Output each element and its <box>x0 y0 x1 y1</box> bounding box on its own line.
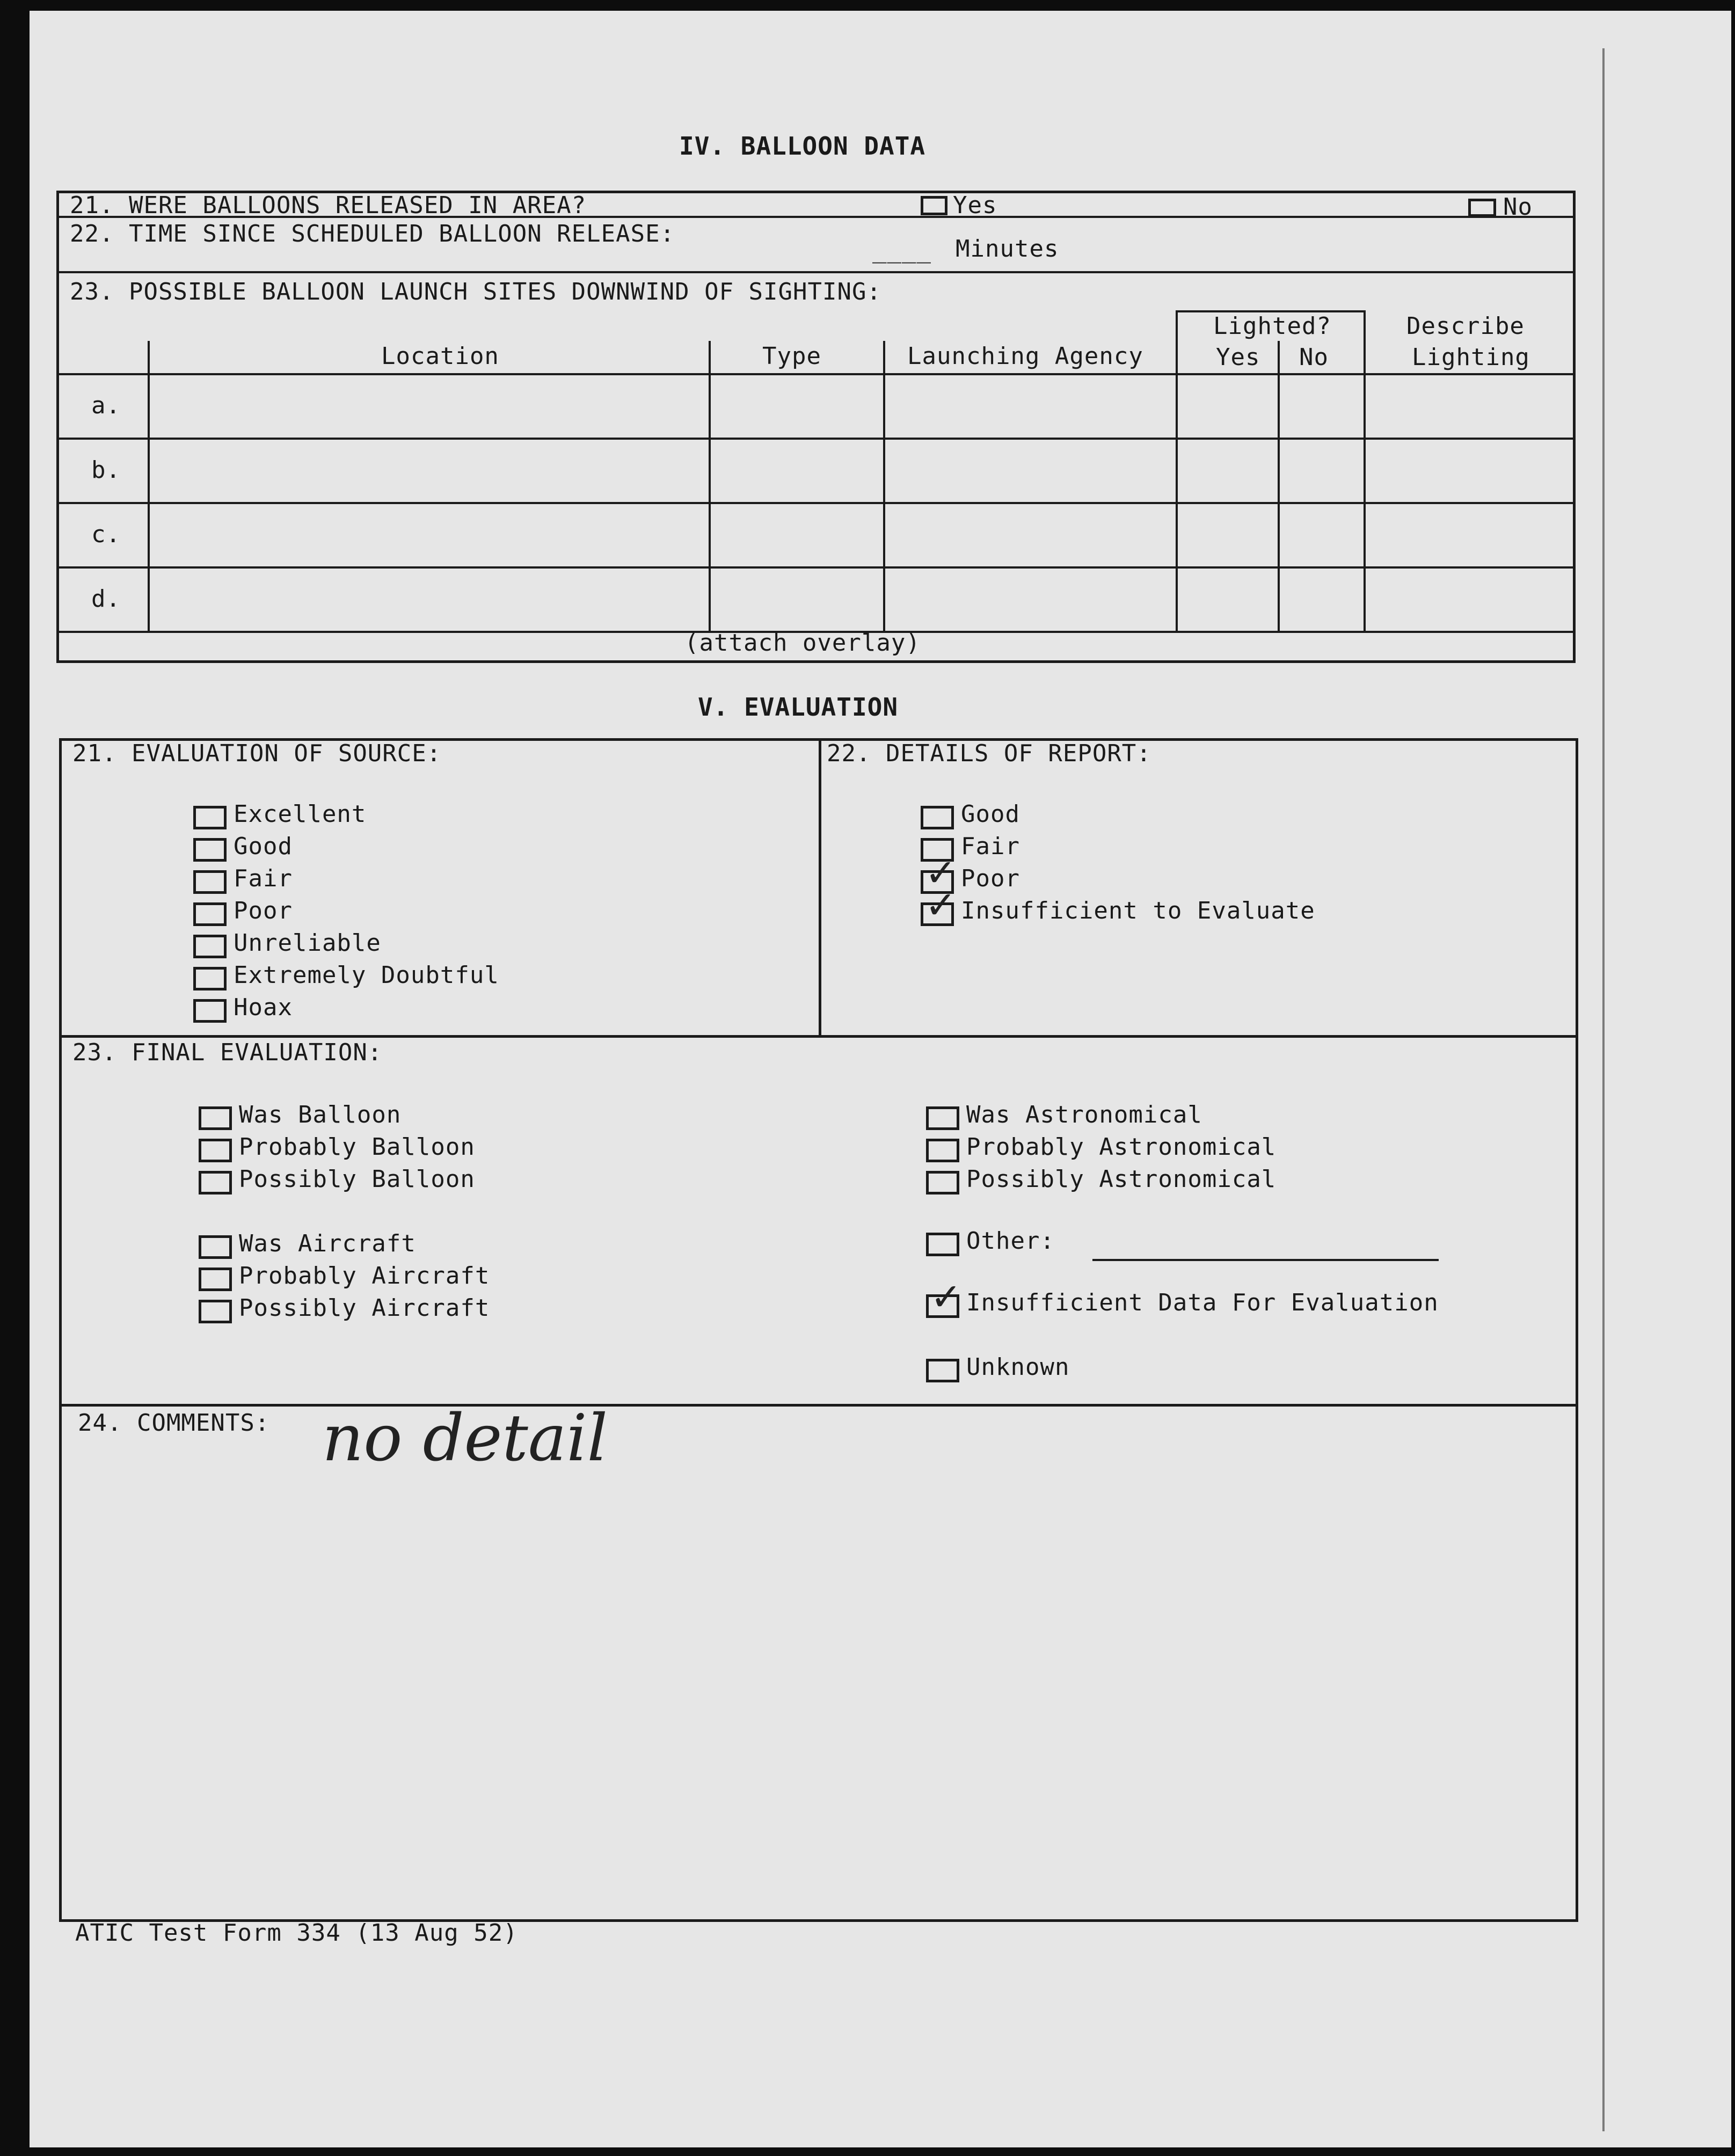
paper-fold-line <box>1602 48 1605 2131</box>
details-insufficient-to-evaluate-label: Insufficient to Evaluate <box>961 897 1315 924</box>
col-location: Location <box>381 343 499 370</box>
final-was-aircraft-label: Was Aircraft <box>239 1230 416 1257</box>
final-insufficient-data-for-evaluation-checkmark: ✓ <box>930 1275 962 1319</box>
final-unknown-label: Unknown <box>966 1353 1070 1381</box>
final-was-balloon-checkbox[interactable] <box>199 1106 232 1130</box>
final-was-astronomical-label: Was Astronomical <box>966 1101 1202 1128</box>
q21-yes-label: Yes <box>953 192 997 219</box>
col-describe: Describe <box>1406 312 1525 340</box>
final-possibly-balloon-checkbox[interactable] <box>199 1171 232 1194</box>
col-type: Type <box>762 343 821 370</box>
source-label: 21. EVALUATION OF SOURCE: <box>72 740 442 767</box>
source-good-checkbox[interactable] <box>193 838 227 862</box>
final-possibly-astronomical-label: Possibly Astronomical <box>966 1166 1277 1193</box>
source-poor-checkbox[interactable] <box>193 902 227 926</box>
final-probably-astronomical-label: Probably Astronomical <box>966 1133 1277 1161</box>
final-possibly-aircraft-label: Possibly Aircraft <box>239 1294 490 1322</box>
final-probably-aircraft-label: Probably Aircraft <box>239 1262 490 1290</box>
q21-yes-checkbox[interactable] <box>921 196 947 215</box>
col-lighting: Lighting <box>1412 344 1530 371</box>
source-hoax-label: Hoax <box>234 994 293 1021</box>
source-extremely-doubtful-checkbox[interactable] <box>193 967 227 990</box>
source-excellent-label: Excellent <box>234 800 367 828</box>
handwritten-comment: no detail <box>322 1401 608 1476</box>
source-extremely-doubtful-label: Extremely Doubtful <box>234 962 499 989</box>
final-label: 23. FINAL EVALUATION: <box>72 1039 383 1066</box>
col-agency: Launching Agency <box>907 343 1143 370</box>
details-good-label: Good <box>961 800 1020 828</box>
final-probably-balloon-label: Probably Balloon <box>239 1133 475 1161</box>
row-a-label: a. <box>91 392 121 419</box>
details-good-checkbox[interactable] <box>921 806 954 829</box>
final-probably-balloon-checkbox[interactable] <box>199 1139 232 1162</box>
source-fair-label: Fair <box>234 865 293 892</box>
source-excellent-checkbox[interactable] <box>193 806 227 829</box>
details-insufficient-to-evaluate-checkmark: ✓ <box>925 883 957 927</box>
balloon-data-box <box>56 191 1576 663</box>
final-possibly-astronomical-checkbox[interactable] <box>926 1171 959 1194</box>
final-was-astronomical-checkbox[interactable] <box>926 1106 959 1130</box>
details-poor-checkmark: ✓ <box>925 851 957 895</box>
q22-blank[interactable]: ____ <box>872 236 931 264</box>
other-underline <box>1092 1259 1439 1261</box>
q21-no-checkbox[interactable] <box>1468 199 1496 217</box>
attach-overlay-note: (attach overlay) <box>684 629 921 657</box>
col-lighted-no: No <box>1299 344 1329 371</box>
final-was-aircraft-checkbox[interactable] <box>199 1235 232 1259</box>
final-possibly-aircraft-checkbox[interactable] <box>199 1300 232 1323</box>
final-probably-astronomical-checkbox[interactable] <box>926 1139 959 1162</box>
final-insufficient-data-for-evaluation-label: Insufficient Data For Evaluation <box>966 1289 1439 1316</box>
details-poor-label: Poor <box>961 865 1020 892</box>
final-probably-aircraft-checkbox[interactable] <box>199 1268 232 1291</box>
final-possibly-balloon-label: Possibly Balloon <box>239 1166 475 1193</box>
row-b-label: b. <box>91 456 121 484</box>
row-c-label: c. <box>91 521 121 548</box>
source-hoax-checkbox[interactable] <box>193 999 227 1023</box>
q22-unit: Minutes <box>956 235 1059 263</box>
q23-label: 23. POSSIBLE BALLOON LAUNCH SITES DOWNWIND OF SIGHTING: <box>70 278 881 305</box>
section-v-title: V. EVALUATION <box>698 693 899 722</box>
row-d-label: d. <box>91 585 121 613</box>
form-id: ATIC Test Form 334 (13 Aug 52) <box>75 1919 518 1947</box>
source-good-label: Good <box>234 833 293 860</box>
final-other-label: Other: <box>966 1227 1055 1255</box>
q21-label: 21. WERE BALLOONS RELEASED IN AREA? <box>70 192 587 219</box>
comments-label: 24. COMMENTS: <box>78 1409 270 1437</box>
final-other-checkbox[interactable] <box>926 1233 959 1256</box>
source-poor-label: Poor <box>234 897 293 924</box>
q22-label: 22. TIME SINCE SCHEDULED BALLOON RELEASE: <box>70 220 675 247</box>
source-unreliable-checkbox[interactable] <box>193 935 227 958</box>
q21-no-label: No <box>1503 193 1533 221</box>
final-was-balloon-label: Was Balloon <box>239 1101 402 1128</box>
source-unreliable-label: Unreliable <box>234 929 381 957</box>
source-fair-checkbox[interactable] <box>193 870 227 894</box>
details-label: 22. DETAILS OF REPORT: <box>827 740 1151 767</box>
col-lighted: Lighted? <box>1213 312 1331 340</box>
col-lighted-yes: Yes <box>1216 344 1260 371</box>
section-iv-title: IV. BALLOON DATA <box>679 132 926 161</box>
final-unknown-checkbox[interactable] <box>926 1359 959 1382</box>
details-fair-label: Fair <box>961 833 1020 860</box>
